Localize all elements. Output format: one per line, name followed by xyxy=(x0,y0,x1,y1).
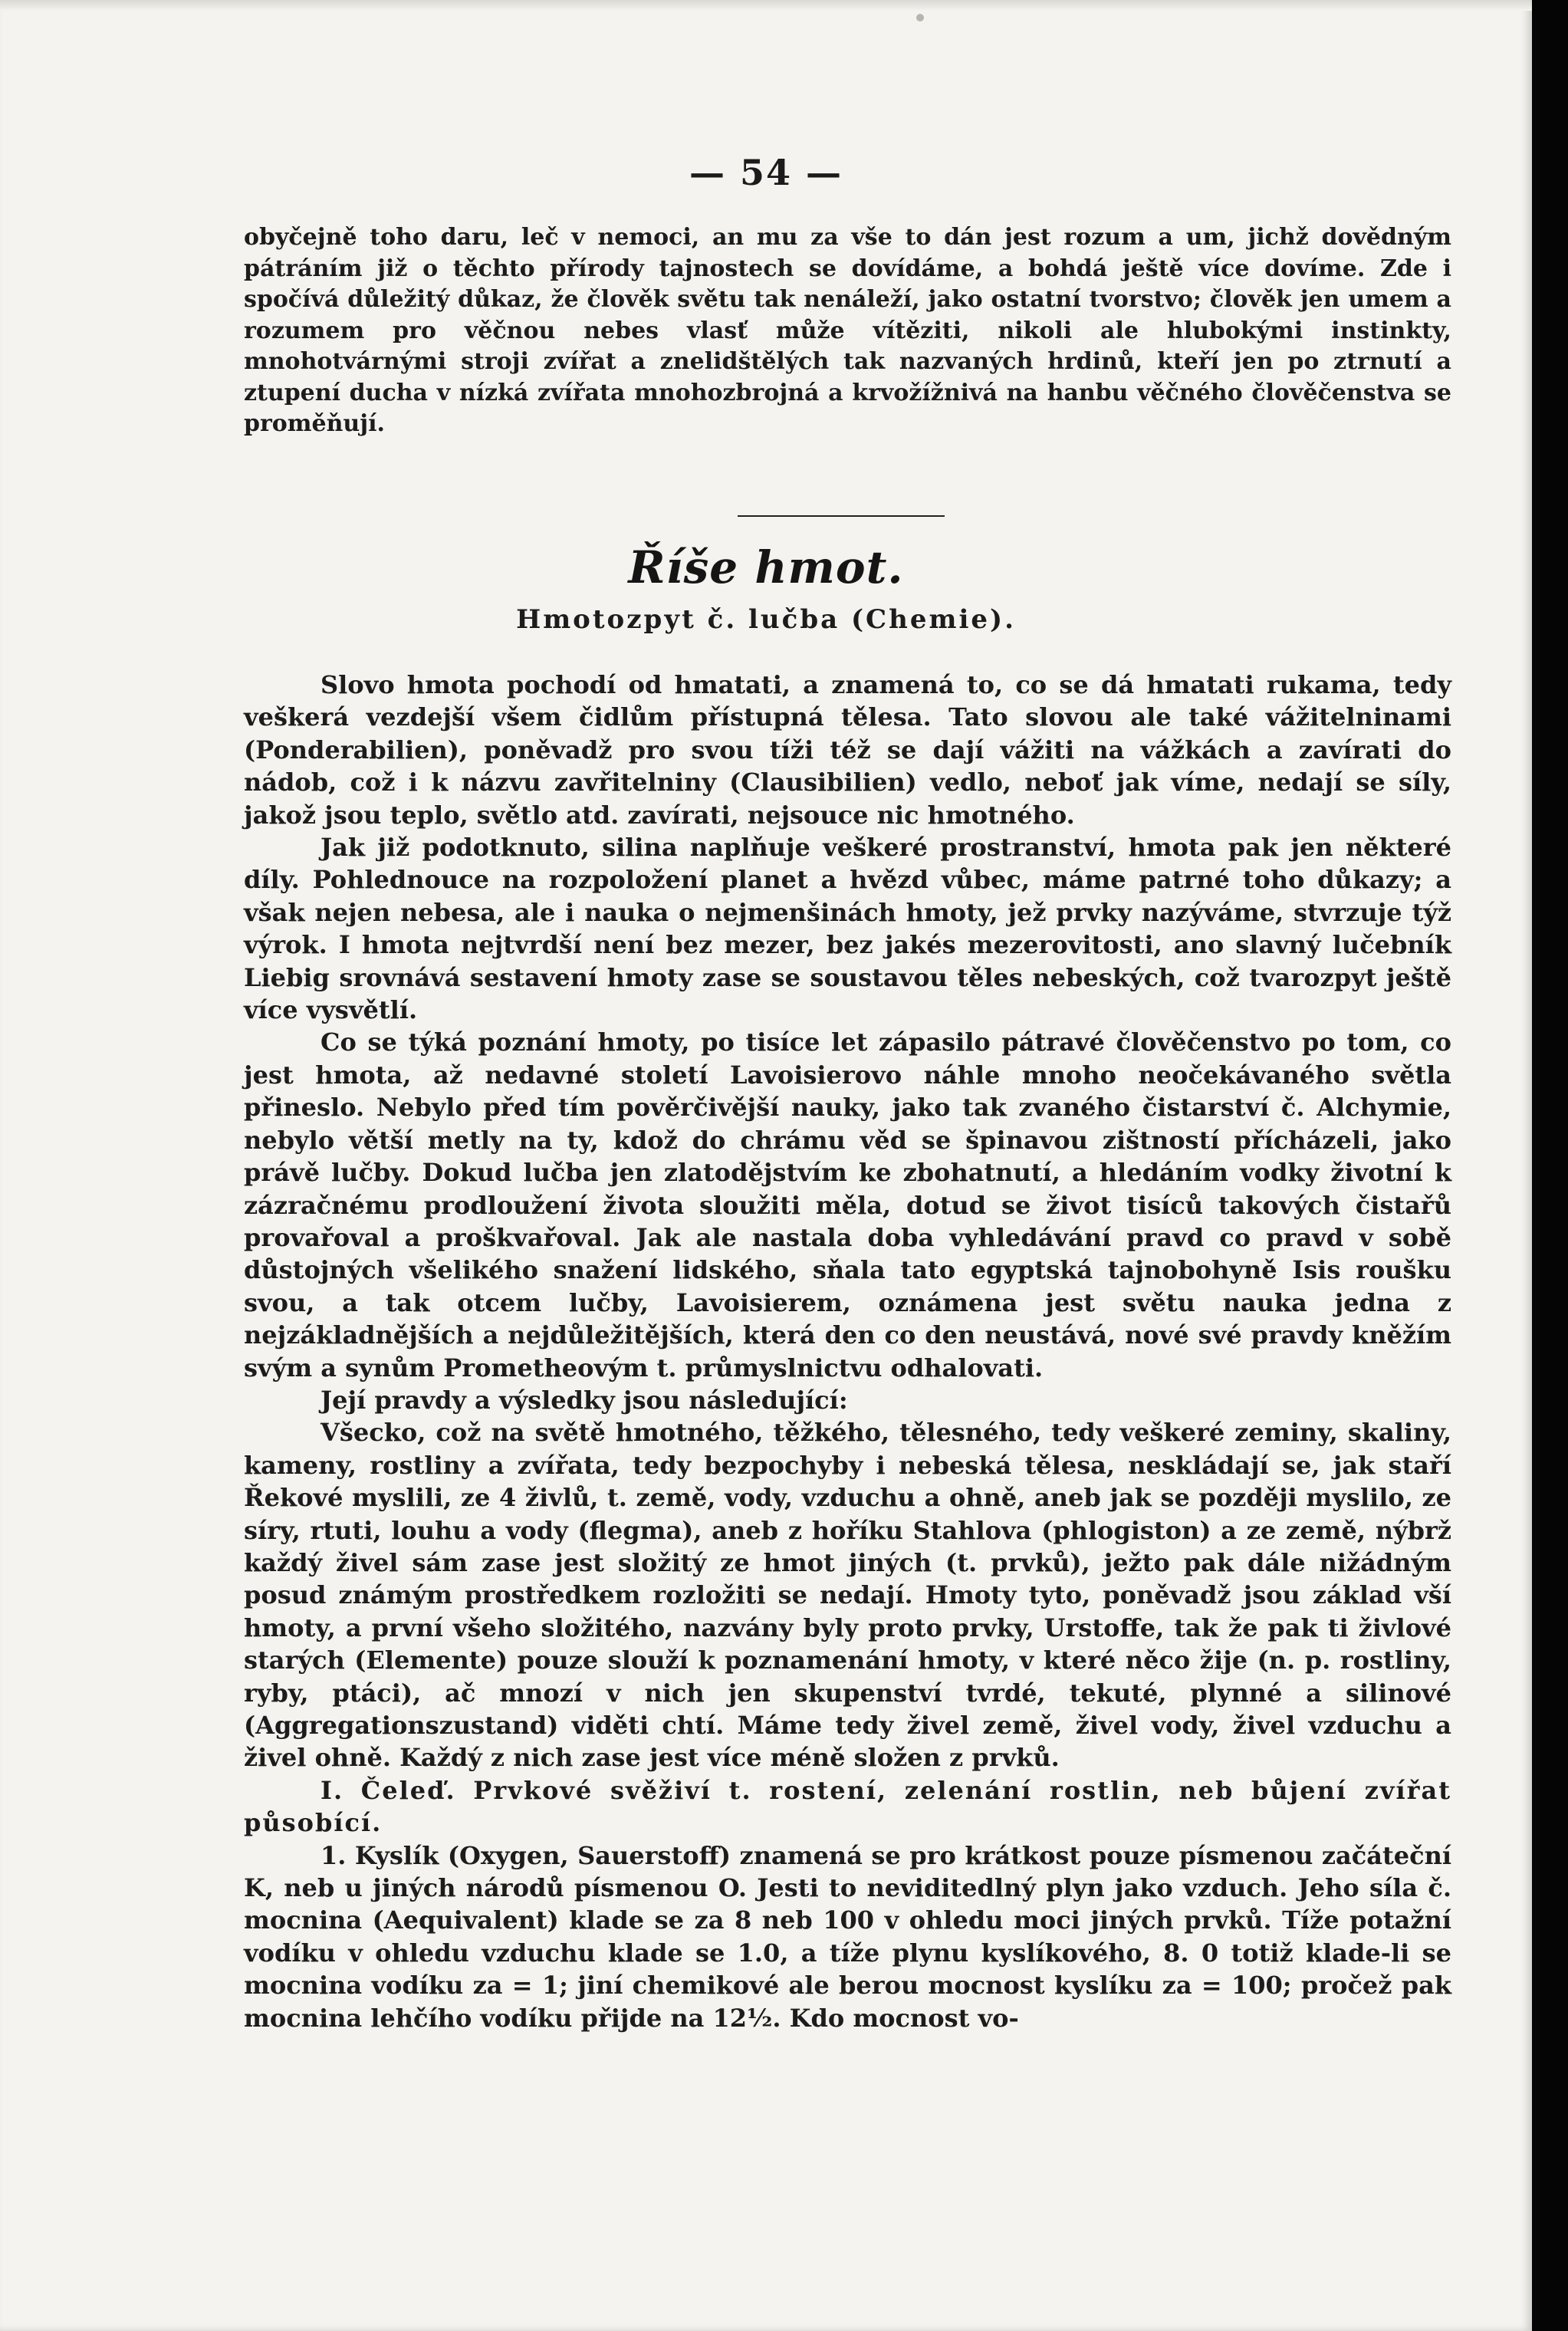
intro-text xyxy=(244,222,1451,440)
section-divider xyxy=(738,515,945,517)
paragraph: Co se týká poznání hmoty, po tisíce let zápasilo pátravé člověčenstvo po tom, co jest hmota, až nedavné století Lavoisierovo náhle mnoho neočekávaného světla přineslo. Nebylo před tím pověrčivější nauky, jako tak zvaného čistarství č. Alchymie, nebylo větší metly na ty, kdož do chrámu věd se špinavou zištností přícházeli, jako právě lučby. Dokud lučba jen zlatodějstvím ke zbohatnutí, a hledáním vodky životní k zázračnému prodloužení života sloužiti měla, dotud se život tisíců takových čistařů provařoval a proškvařoval. Jak ale nastala doba vyhledávání pravd co pravd v sobě důstojných všelikého snažení lidského, sňala tato egyptská tajnobohyně Isis roušku svou, a tak otcem lučby, Lavoisierem, oznámena jest světu nauka jedna z nejzákladnějších a nejdůležitějších, která den co den neustává, nové své pravdy kněžím svým a synům Prometheovým t. průmyslnictvu odhalovati. xyxy=(244,1027,1451,1382)
paragraph: Všecko, což na světě hmotného, těžkého, tělesného, tedy veškeré zeminy, skaliny, kameny, rostliny a zvířata, tedy bezpochyby i nebeská tělesa, neskládají se, jak staří Řekové myslili, ze 4 živlů, t. země, vody, vzduchu a ohně, aneb jak se později myslilo, ze síry, rtuti, louhu a vody (flegma), aneb z hoříku Stahlova (phlogiston) a ze země, nýbrž každý živel sám zase jest složitý ze hmot jiných (t. prvků), ježto pak dále nižádným posud známým prostředkem rozložiti se nedají. Hmoty tyto, poněvadž jsou základ vší hmoty, a první všeho složitého, nazvány byly proto prvky, Urstoffe, tak že pak ti živlové starých (Elemente) pouze slouží k poznamenání hmoty, v které něco žije (n. p. rostliny, ryby, ptáci), ač mnozí v nich jen skupenství tvrdé, tekuté, plynné a silinové (Aggregationszustand) viděti chtí. Máme tedy živel země, živel vody, živel vzduchu a živel ohně. Každý z nich zase jest více méně složen z prvků. xyxy=(244,1418,1451,1773)
page-number: — 54 — xyxy=(689,152,843,193)
intro-paragraph: obyčejně toho daru, leč v nemoci, an mu za vše to dán jest rozum a um, jichž dovědným pátráním již o těchto přírody tajnostech se dovídáme, a bohdá ještě více dovíme. Zde i spočívá důležitý důkaz, že člověk světu tak nenáleží, jako ostatní tvorstvo; člověk jen umem a rozumem pro věčnou nebes vlasť může vítěziti, nikoli ale hlubokými instinkty, mnohotvárnými stroji zvířat a znelidštělých tak nazvaných hrdinů, kteří jen po ztrnutí a ztupení ducha v nízká zvířata mnohozbrojná a krvožížnivá na hanbu věčného člověčenstva se proměňují. xyxy=(244,224,1451,437)
dust-speck xyxy=(916,14,924,21)
paragraph: Její pravdy a výsledky jsou následující: xyxy=(321,1385,848,1415)
scan-border xyxy=(1532,0,1568,2331)
scan-shadow xyxy=(0,0,1532,11)
section-subtitle: Hmotozpyt č. lučba (Chemie). xyxy=(516,604,1016,635)
body-text xyxy=(244,669,1451,2034)
paragraph: 1. Kyslík (Oxygen, Sauerstoff) znamená se pro krátkost pouze písmenou začáteční K, neb u jiných národů písmenou O. Jesti to neviditedlný plyn jako vzduch. Jeho síla č. mocnina (Aequivalent) klade se za 8 neb 100 v ohledu moci jiných prvků. Tíže potažní vodíku v ohledu vzduchu klade se 1.0, a tíže plynu kyslíkového, 8. 0 totiž klade-li se mocnina vodíku za = 1; jiní chemikové ale berou mocnost kyslíku za = 100; pročež pak mocnina lehčího vodíku přijde na 12½. Kdo mocnost vo- xyxy=(244,1840,1451,2033)
section-title: Říše hmot. xyxy=(628,541,904,593)
paragraph: Slovo hmota pochodí od hmatati, a znamená to, co se dá hmatati rukama, tedy veškerá vezdejší všem čidlům přístupná tělesa. Tato slovou ale také vážitelninami (Ponderabilien), poněvadž pro svou tíži též se dají vážiti na vážkách a zavírati do nádob, což i k názvu zavřitelniny (Clausibilien) vedlo, neboť jak víme, nedají se síly, jakož jsou teplo, světlo atd. zavírati, nejsouce nic hmotného. xyxy=(244,670,1451,830)
paragraph-family-heading: I. Čeleď. Prvkové svěživí t. rostení, zelenání rostlin, neb bůjení zvířat působící. xyxy=(244,1775,1451,1838)
paragraph: Jak již podotknuto, silina naplňuje veškeré prostranství, hmota pak jen některé díly. Pohlednouce na rozpoložení planet a hvězd vůbec, máme patrné toho důkazy; a však nejen nebesa, ale i nauka o nejmenšinách hmoty, jež prvky nazýváme, stvrzuje týž výrok. I hmota nejtvrdší není bez mezer, bez jakés mezerovitosti, ano slavný lučebník Liebig srovnává sestavení hmoty zase se soustavou těles nebeských, což tvarozpyt ještě více vysvětlí. xyxy=(244,833,1451,1025)
